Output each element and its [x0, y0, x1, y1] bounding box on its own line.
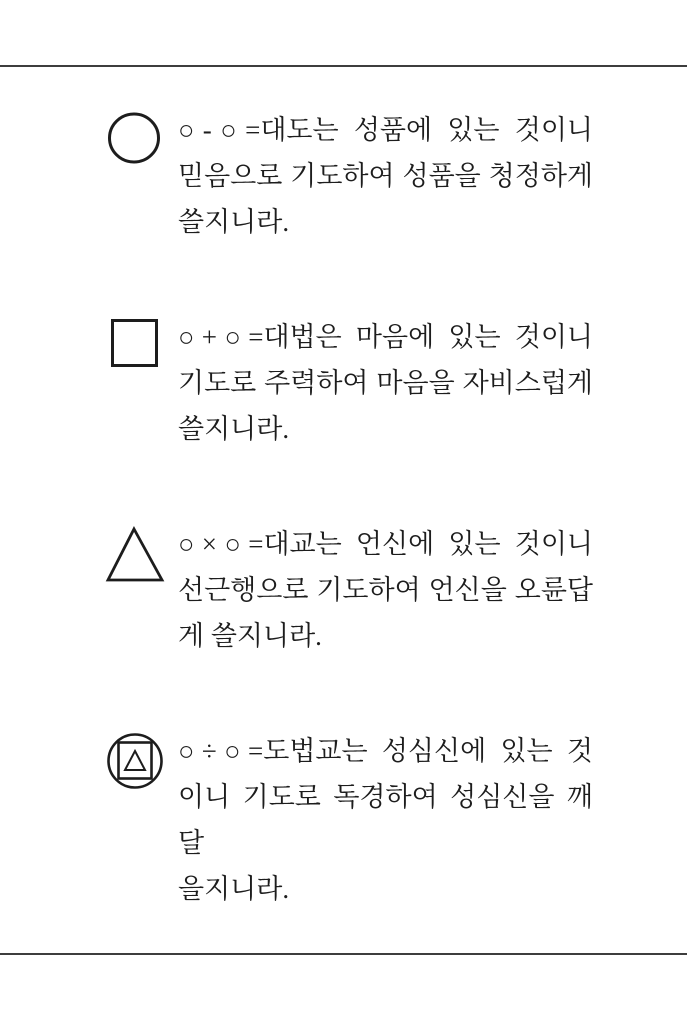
text-line: 이니 기도로 독경하여 성심신을 깨달 [178, 782, 593, 858]
teaching-text [178, 728, 593, 912]
text-line: 기도로 주력하여 마음을 자비스럽게 [178, 368, 593, 398]
teaching-text [178, 107, 593, 245]
text-line: ○+○=대법은 마음에 있는 것이니 [178, 322, 593, 352]
teaching-entry-daegyo [105, 521, 595, 659]
text-line: 을지니라. [178, 874, 290, 904]
teaching-entry-dobeopgyo [105, 728, 595, 912]
text-line: 쓸지니라. [178, 207, 290, 237]
text-line: ○÷○=도법교는 성심신에 있는 것 [178, 736, 593, 766]
text-line: 게 쓸지니라. [178, 621, 322, 651]
teaching-text [178, 314, 593, 452]
text-line: 믿음으로 기도하여 성품을 청정하게 [178, 161, 593, 191]
text-line: ○-○=대도는 성품에 있는 것이니 [178, 115, 593, 145]
teaching-entry-daebeop [105, 314, 595, 452]
bottom-rule [0, 953, 687, 955]
text-line: 쓸지니라. [178, 414, 290, 444]
page-content [105, 107, 595, 912]
top-rule [0, 65, 687, 67]
circle-icon [105, 107, 178, 164]
triangle-icon [105, 521, 178, 583]
text-line: ○×○=대교는 언신에 있는 것이니 [178, 529, 593, 559]
circle-square-triangle-icon [105, 728, 178, 789]
text-line: 선근행으로 기도하여 언신을 오륜답 [178, 575, 593, 605]
teaching-entry-daedo [105, 107, 595, 245]
teaching-text [178, 521, 593, 659]
square-icon [105, 314, 178, 367]
